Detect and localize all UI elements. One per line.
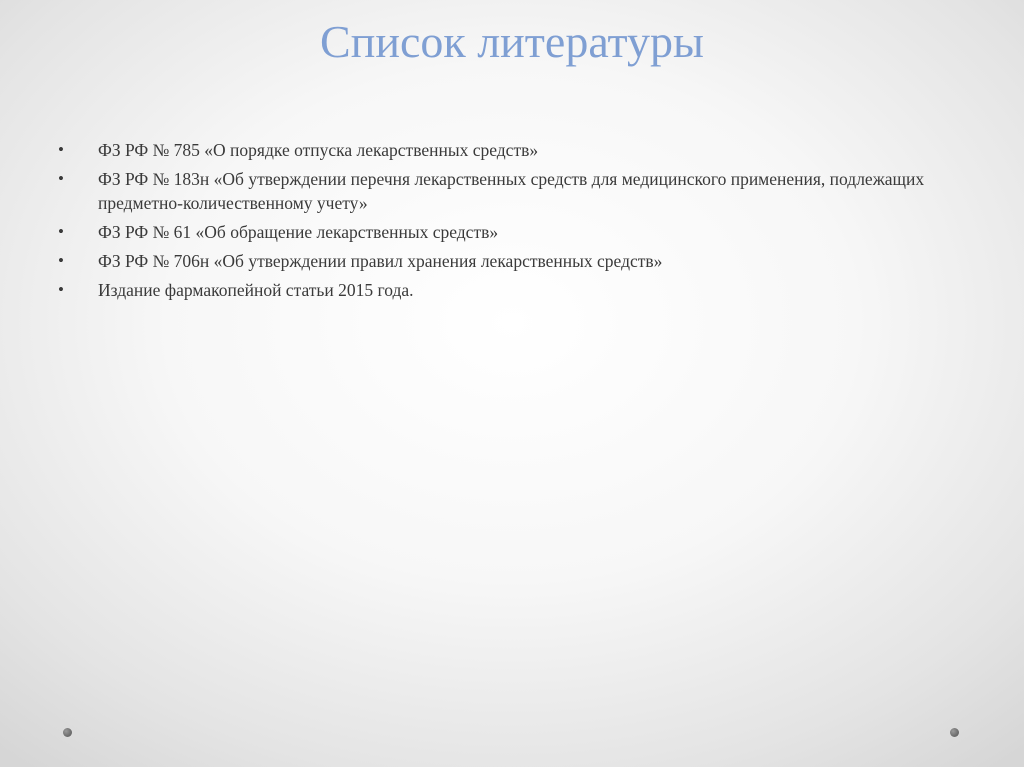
bullet-icon: • xyxy=(58,140,64,159)
list-item-text: ФЗ РФ № 785 «О порядке отпуска лекарственных средств» xyxy=(98,140,539,160)
list-item xyxy=(56,220,956,244)
bullet-icon: • xyxy=(58,251,64,270)
list-item xyxy=(56,249,956,273)
list-item-text: Издание фармакопейной статьи 2015 года. xyxy=(98,280,414,300)
corner-dot-icon xyxy=(63,728,72,737)
list-item xyxy=(56,138,956,162)
list-item-text: ФЗ РФ № 706н «Об утверждении правил хранения лекарственных средств» xyxy=(98,251,663,271)
bullet-icon: • xyxy=(58,169,64,188)
list-item-text: ФЗ РФ № 183н «Об утверждении перечня лекарственных средств для медицинского применения, подлежащих предметно-количественному учету» xyxy=(98,169,925,213)
reference-list xyxy=(56,138,956,307)
bullet-icon: • xyxy=(58,280,64,299)
slide-title: Список литературы xyxy=(320,16,704,67)
list-item xyxy=(56,167,956,215)
list-item-text: ФЗ РФ № 61 «Об обращение лекарственных средств» xyxy=(98,222,499,242)
list-item xyxy=(56,278,956,302)
corner-dot-icon xyxy=(950,728,959,737)
bullet-icon: • xyxy=(58,222,64,241)
